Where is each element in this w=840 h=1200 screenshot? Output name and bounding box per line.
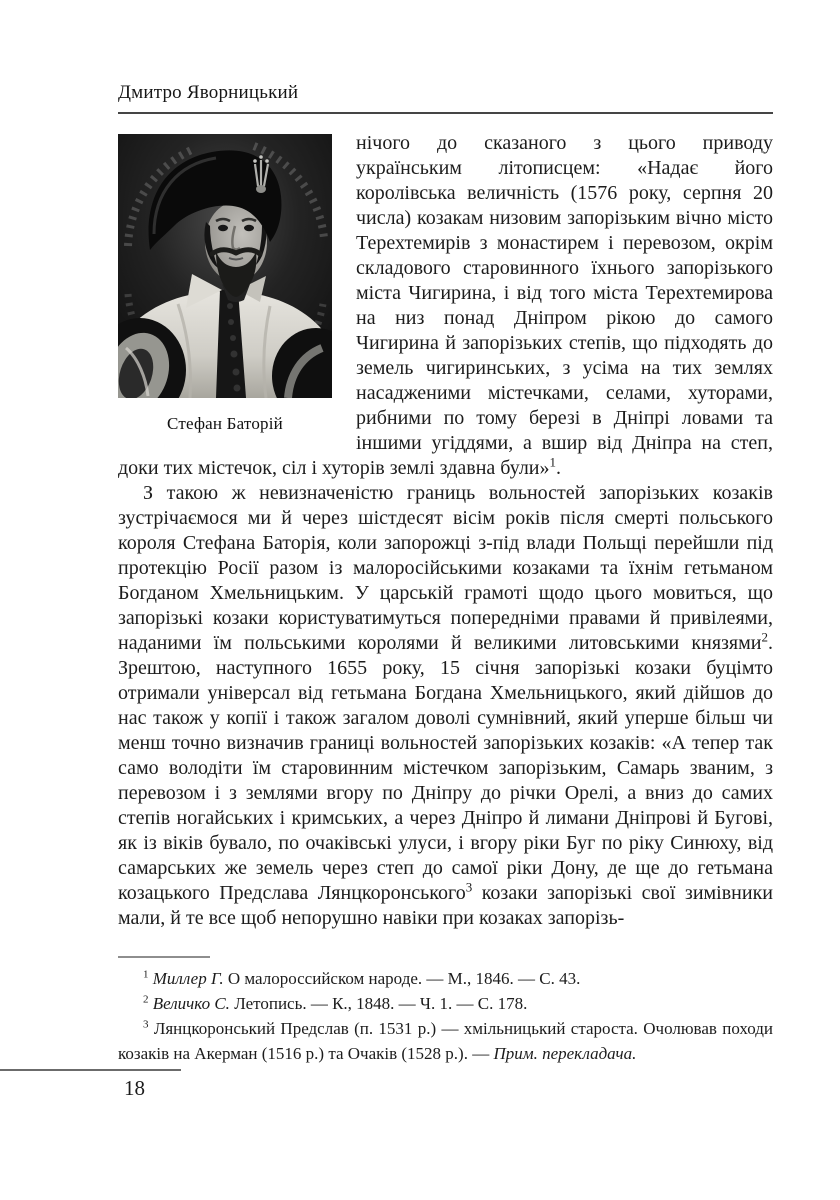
paragraph-2-part2: . Зрештою, наступного 1655 року, 15 січня запорізькі козаки буцімто отримали універсал від гетьмана Богдана Хмельницького, який дійшов до нас також у копії і також загалом доволі сумнівний, який уперше більш чи менш точно визначив границі вольностей запорізьких козаків: «А тепер так само володіти їм старовинним містечком запорізьким, Самарь званим, з перевозом і з землями вгору по Дніпру до річки Орелі, а вниз до самих степів ногайських і кримських, а через Дніпро й лимани Дніпрові й Бугові, як із віків бувало, по очаківські улуси, і вгору ріки Буг по ріку Синюху, від самарських же земель через степ до самої ріки Дону, де ще до гетьмана козацького Предслава Лянцкоронського (118, 632, 773, 904)
portrait-image (118, 134, 332, 398)
portrait-caption: Стефан Баторій (167, 414, 283, 433)
footnote-1-text: О малороссийском народе. — М., 1846. — С. 43. (223, 969, 581, 988)
footnote-2-text: Летопись. — К., 1848. — Ч. 1. — С. 178. (229, 994, 528, 1013)
paragraph-2-part1: З такою ж невизначеністю границь вольностей запорізьких козаків зустрічаємося ми й через шістдесят вісім років після смерті польського короля Стефана Баторія, коли запорожці з-під влади Польщі перейшли під протекцію Росії разом із малоросійськими козаками та їхнім гетьманом Богданом Хмельницьким. У царській грамоті щодо цього мовиться, що запорізькі козаки користуватимуться попередніми правами й привілеями, наданими їм польськими королями й великими литовськими князями (118, 482, 773, 654)
footnote-ref-2: 2 (761, 629, 768, 645)
header-rule (118, 112, 773, 114)
footnote-1-number: 1 (143, 968, 149, 981)
paragraph-1-text: нічого до сказаного з цього приводу українським літописцем: «Надає його королівська величність (1576 року, серпня 20 числа) козакам низовим запорізьким вічно місто Терехтемирів з монастирем і перевозом, окрім складового старовинного їхнього запорізького міста Чигирина, і від того міста Терехтемирова на низ понад Дніпром рікою до самого Чигирина й запорізьких степів, що підходять до земель чигиринських, з усіма на тих землях насадженими містечками, селами, хуторами, рибними по тому березі в Дніпрі ловами та іншими угіддями, а вшир від Дніпра на степ, доки тих містечок, сіл і хуторів землі здавна були» (118, 132, 773, 479)
paragraph-2 (118, 481, 773, 931)
page-body (118, 131, 773, 959)
footnote-1-author: Миллер Г. (152, 969, 224, 988)
portrait-figure (118, 134, 332, 436)
footnote-ref-3: 3 (465, 879, 473, 895)
footnote-3-text: Лянцкоронський Предслав (п. 1531 р.) — хмільницький староста. Очолював походи козаків на Акерман (1516 р.) та Очаків (1528 р.). — (118, 1019, 774, 1063)
footnote-ref-1: 1 (549, 454, 557, 470)
page-number: 18 (124, 1076, 145, 1100)
footer-rule (0, 1069, 181, 1071)
footnote-2 (118, 991, 773, 1016)
footnotes-section (118, 956, 773, 1066)
footnote-separator-rule (118, 956, 210, 958)
footnote-3-translator-note: Прим. перекладача. (493, 1044, 637, 1063)
footnote-3 (118, 1016, 773, 1066)
running-header-author: Дмитро Яворницький (118, 82, 299, 103)
footnote-2-author: Величко С. (152, 994, 230, 1013)
footnote-3-number: 3 (143, 1018, 149, 1031)
footnote-1 (118, 966, 773, 991)
footnote-2-number: 2 (143, 993, 149, 1006)
paragraph-2-part3: козаки запорізькі свої зимівники мали, й те все щоб непорушно навіки при козаках запорізь- (118, 882, 773, 929)
paragraph-1-tail: . (556, 457, 562, 479)
